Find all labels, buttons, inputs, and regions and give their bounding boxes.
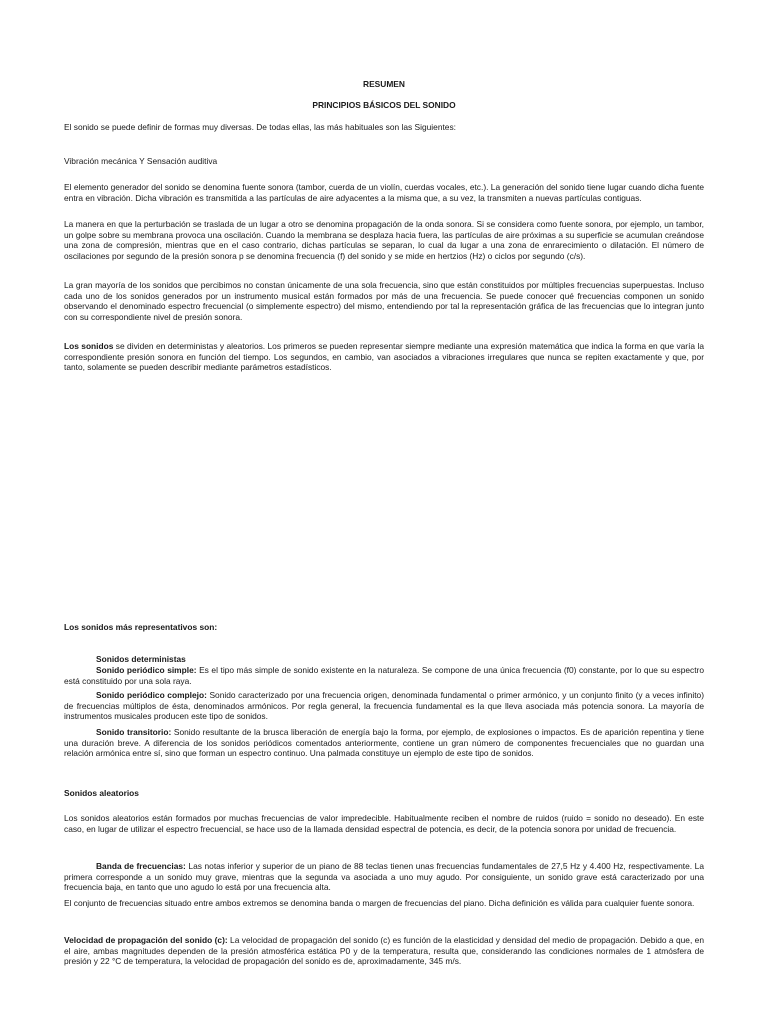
paragraph-frequencies: La gran mayoría de los sonidos que percibimos no constan únicamente de una sola frecuencia, sino que están constituidos por múltiples frecuencias superpuestas. Incluso cada uno de los sonidos generados por un instrumento musical están formados por más de una frecuencia. Se puede conocer qué frecuencias componen un sonido observando el denominado espectro frecuencial (o simplemente espectro) del mismo, entendiendo por tal la representación gráfica de las frecuencias que lo integran junto con su correspondiente nivel de presión sonora.	[64, 280, 704, 322]
paragraph-source: El elemento generador del sonido se denomina fuente sonora (tambor, cuerda de un violín, cuerdas vocales, etc.). La generación del sonido tiene lugar cuando dicha fuente entra en vibración. Dicha vibración es transmitida a las partículas de aire adyacentes a la misma que, a su vez, la transmiten a nuevas partículas contiguas.	[64, 182, 704, 203]
document-title: RESUMEN	[363, 79, 405, 89]
speed-text: La velocidad de propagación del sonido (c) es función de la elasticidad y densidad del medio de propagación. Debido a que, en el aire, ambas magnitudes dependen de la presión atmosférica estática P0 y de la temperatura, resulta que, considerando las condiciones normales de 1 atmósfera de presión y 22 °C de temperatura, la velocidad de propagación del sonido es de, aproximadamente, 345 m/s.	[64, 935, 704, 967]
paragraph-speed	[64, 935, 704, 967]
classification-bold: Los sonidos	[64, 341, 114, 351]
paragraph-frequency-band	[64, 861, 704, 893]
intro-paragraph: El sonido se puede definir de formas muy diversas. De todas ellas, las más habituales son las Siguientes:	[64, 122, 456, 132]
paragraph-periodic-complex	[64, 690, 704, 722]
document-subtitle: PRINCIPIOS BÁSICOS DEL SONIDO	[312, 100, 456, 110]
speed-label: Velocidad de propagación del sonido (c):	[64, 935, 228, 945]
sound-types-line: Vibración mecánica Y Sensación auditiva	[64, 156, 218, 166]
frequency-band-text: Las notas inferior y superior de un piano de 88 teclas tienen unas frecuencias fundamentales de 27,5 Hz y 4.400 Hz, respectivamente. La primera corresponde a un sonido muy grave, mientras que la segunda va asociada a uno muy agudo. Por consiguiente, un sonido grave está caracterizado por una frecuencia baja, en tanto que uno agudo lo está por una frecuencia alta.	[64, 861, 704, 893]
paragraph-frequency-band-2: El conjunto de frecuencias situado entre ambos extremos se denomina banda o margen de frecuencias del piano. Dicha definición es válida para cualquier fuente sonora.	[64, 898, 695, 908]
periodic-complex-label: Sonido periódico complejo:	[96, 690, 207, 700]
representative-heading: Los sonidos más representativos son:	[64, 622, 218, 632]
frequency-band-label: Banda de frecuencias:	[96, 861, 186, 871]
classification-text: se dividen en deterministas y aleatorios. Los primeros se pueden representar siempre mediante una expresión matemática que indica la forma en que varía la correspondiente presión sonora en función del tiempo. Los segundos, en cambio, van asociados a vibraciones irregulares que nunca se repiten exactamente y que, por tanto, solamente se pueden describir mediante parámetros estadísticos.	[64, 341, 704, 373]
deterministic-heading: Sonidos deterministas	[96, 654, 186, 665]
paragraph-classification	[64, 341, 704, 373]
paragraph-propagation: La manera en que la perturbación se traslada de un lugar a otro se denomina propagación de la onda sonora. Si se considera como fuente sonora, por ejemplo, un tambor, un golpe sobre su membrana provoca una oscilación. Cuando la membrana se desplaza hacia fuera, las partículas de aire próximas a su superficie se acumulan creándose una zona de compresión, mientras que en el caso contrario, dichas partículas se separan, lo cual da lugar a una zona de enrarecimiento o dilatación. El número de oscilaciones por segundo de la presión sonora p se denomina frecuencia (f) del sonido y se mide en hertzios (Hz) o ciclos por segundo (c/s).	[64, 219, 704, 261]
periodic-complex-text: Sonido caracterizado por una frecuencia origen, denominada fundamental o primer armónico, y un conjunto finito (y a veces infinito) de frecuencias múltiplos de ésta, denominados armónicos. Por regla general, la frecuencia fundamental es la que lleva asociada más potencia sonora. La mayoría de instrumentos musicales producen este tipo de sonidos.	[64, 690, 704, 722]
paragraph-random: Los sonidos aleatorios están formados por muchas frecuencias de valor impredecible. Habitualmente reciben el nombre de ruidos (ruido = sonido no deseado). En este caso, en lugar de utilizar el espectro frecuencial, se hace uso de la llamada densidad espectral de potencia, es decir, de la potencia sonora por unidad de frecuencia.	[64, 813, 704, 834]
paragraph-transient	[64, 727, 704, 759]
periodic-simple-label: Sonido periódico simple:	[96, 665, 197, 675]
periodic-simple-text: Es el tipo más simple de sonido existente en la naturaleza. Se compone de una única frecuencia (f0) constante, por lo que su espectro está constituido por una sola raya.	[64, 665, 704, 686]
transient-label: Sonido transitorio:	[96, 727, 172, 737]
transient-text: Sonido resultante de la brusca liberación de energía bajo la forma, por ejemplo, de explosiones o impactos. Es de aparición repentina y tiene una duración breve. A diferencia de los sonidos periódicos comentados anteriormente, contiene un gran número de componentes frecuenciales que no guardan una relación armónica entre sí, sino que forman un espectro continuo. Una palmada constituye un ejemplo de este tipo de sonidos.	[64, 727, 705, 759]
paragraph-periodic-simple	[64, 665, 704, 686]
random-heading: Sonidos aleatorios	[64, 788, 139, 798]
